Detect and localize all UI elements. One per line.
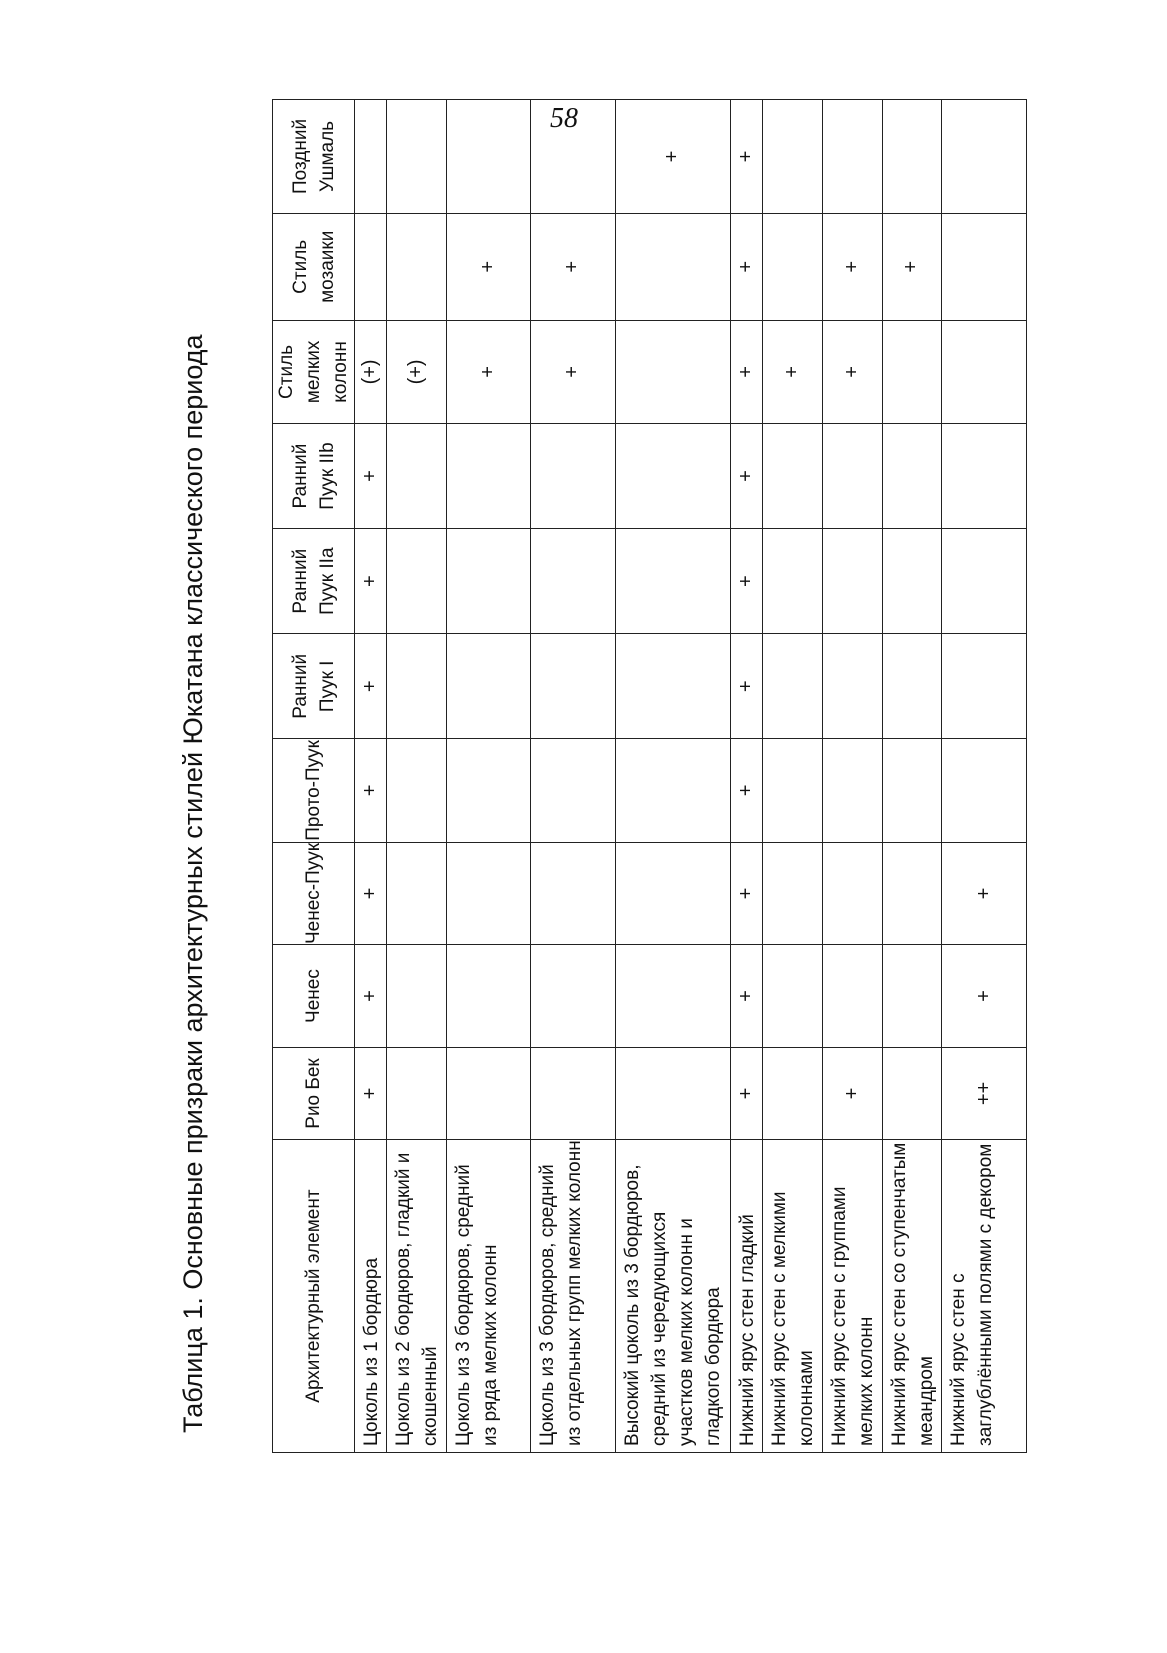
- mark-value: +: [840, 1087, 863, 1100]
- mark-cell: [615, 1047, 730, 1139]
- mark-cell: [942, 213, 1027, 320]
- mark-cell: [882, 100, 942, 214]
- mark-cell: [355, 424, 387, 529]
- mark-cell: [731, 100, 763, 214]
- mark-value: +: [735, 575, 758, 588]
- table-row: [355, 100, 387, 1453]
- element-cell: Нижний ярус стен с мелкими колоннами: [763, 1140, 823, 1453]
- mark-value: +: [476, 260, 499, 273]
- mark-cell: [446, 213, 531, 320]
- table-row: [731, 100, 763, 1453]
- mark-cell: [355, 100, 387, 214]
- mark-cell: [615, 528, 730, 634]
- table-row: [531, 100, 616, 1453]
- mark-cell: [882, 945, 942, 1048]
- mark-cell: [763, 945, 823, 1048]
- mark-cell: [386, 528, 446, 634]
- mark-cell: [531, 634, 616, 739]
- mark-value: (+): [404, 359, 427, 385]
- mark-cell: [615, 739, 730, 843]
- mark-cell: [731, 1047, 763, 1139]
- header-cell: Ранний Пуук IIa: [273, 528, 355, 634]
- mark-cell: [446, 320, 531, 424]
- mark-cell: [615, 945, 730, 1048]
- mark-cell: [446, 842, 531, 945]
- mark-value: ++: [972, 1081, 995, 1106]
- mark-cell: [763, 739, 823, 843]
- mark-value: +: [735, 1087, 758, 1100]
- element-cell: Нижний ярус стен с группами мелких колонн: [822, 1140, 882, 1453]
- element-cell: Цоколь из 3 бордюров, средний из ряда мелких колонн: [446, 1140, 531, 1453]
- mark-cell: [531, 739, 616, 843]
- mark-value: +: [358, 680, 381, 693]
- mark-cell: [882, 528, 942, 634]
- table-row: [386, 100, 446, 1453]
- mark-cell: [615, 634, 730, 739]
- mark-cell: [355, 528, 387, 634]
- mark-value: +: [735, 680, 758, 693]
- mark-cell: [355, 739, 387, 843]
- header-cell: Стиль мелких колонн: [273, 320, 355, 424]
- mark-cell: [446, 528, 531, 634]
- mark-cell: [531, 320, 616, 424]
- mark-value: +: [358, 470, 381, 482]
- mark-value: +: [735, 887, 758, 900]
- page-number: 58: [550, 103, 578, 134]
- element-cell: Нижний ярус стен гладкий: [731, 1140, 763, 1453]
- mark-value: +: [780, 366, 803, 378]
- mark-cell: [446, 424, 531, 529]
- mark-cell: [882, 739, 942, 843]
- mark-value: +: [358, 887, 381, 900]
- mark-cell: [882, 842, 942, 945]
- mark-cell: [763, 528, 823, 634]
- mark-cell: [942, 320, 1027, 424]
- mark-value: +: [900, 260, 923, 273]
- header-cell: Ранний Пуук I: [273, 634, 355, 739]
- mark-cell: [615, 100, 730, 214]
- mark-cell: [822, 842, 882, 945]
- mark-cell: [763, 842, 823, 945]
- header-cell: Ченес-Пуук: [273, 842, 355, 945]
- mark-value: +: [735, 150, 758, 163]
- mark-cell: [822, 424, 882, 529]
- mark-value: +: [972, 887, 995, 900]
- mark-cell: [822, 100, 882, 214]
- element-cell: Нижний ярус стен с заглублёнными полями с декором: [942, 1140, 1027, 1453]
- mark-cell: [822, 213, 882, 320]
- header-cell: Прото-Пуук: [273, 739, 355, 843]
- mark-cell: [731, 739, 763, 843]
- mark-value: +: [840, 260, 863, 273]
- styles-table: [272, 99, 1027, 1453]
- table-row: [763, 100, 823, 1453]
- header-cell: Ранний Пуук IIb: [273, 424, 355, 529]
- mark-cell: [882, 634, 942, 739]
- mark-cell: [386, 213, 446, 320]
- mark-cell: [731, 945, 763, 1048]
- mark-cell: [386, 100, 446, 214]
- mark-cell: [822, 528, 882, 634]
- header-cell: Поздний Ушмаль: [273, 100, 355, 214]
- mark-cell: [615, 320, 730, 424]
- mark-cell: [355, 842, 387, 945]
- mark-cell: [355, 320, 387, 424]
- mark-value: +: [661, 150, 684, 163]
- mark-cell: [731, 424, 763, 529]
- table-row: [822, 100, 882, 1453]
- mark-cell: [446, 739, 531, 843]
- mark-cell: [822, 945, 882, 1048]
- mark-cell: [731, 634, 763, 739]
- header-row: [273, 100, 355, 1453]
- mark-cell: [822, 634, 882, 739]
- mark-cell: [822, 1047, 882, 1139]
- mark-value: +: [735, 366, 758, 378]
- header-cell: Рио Бек: [273, 1047, 355, 1139]
- mark-cell: [942, 634, 1027, 739]
- mark-value: +: [358, 784, 381, 797]
- mark-cell: [531, 528, 616, 634]
- mark-value: +: [358, 990, 381, 1002]
- element-cell: Цоколь из 1 бордюра: [355, 1140, 387, 1453]
- mark-cell: [446, 945, 531, 1048]
- mark-cell: [942, 739, 1027, 843]
- mark-value: +: [358, 1087, 381, 1100]
- mark-cell: [446, 634, 531, 739]
- table-row: [882, 100, 942, 1453]
- mark-cell: [355, 1047, 387, 1139]
- mark-value: +: [735, 470, 758, 482]
- mark-cell: [731, 213, 763, 320]
- mark-cell: [822, 320, 882, 424]
- mark-value: +: [840, 366, 863, 378]
- mark-cell: [386, 634, 446, 739]
- mark-value: +: [561, 260, 584, 273]
- element-cell: Нижний ярус стен со ступенчатым меандром: [882, 1140, 942, 1453]
- header-cell: Ченес: [273, 945, 355, 1048]
- mark-cell: [386, 1047, 446, 1139]
- mark-cell: [531, 213, 616, 320]
- mark-cell: [763, 213, 823, 320]
- mark-cell: [763, 634, 823, 739]
- mark-cell: [942, 1047, 1027, 1139]
- table-caption: Таблица 1. Основные призраки архитектурных стилей Юкатана классического периода: [178, 334, 208, 1433]
- mark-cell: [355, 213, 387, 320]
- mark-cell: [763, 100, 823, 214]
- mark-cell: [531, 1047, 616, 1139]
- table-row: [446, 100, 531, 1453]
- mark-value: +: [358, 575, 381, 588]
- table-row: [615, 100, 730, 1453]
- mark-cell: [386, 739, 446, 843]
- mark-value: +: [561, 366, 584, 378]
- mark-cell: [763, 1047, 823, 1139]
- mark-cell: [882, 424, 942, 529]
- mark-cell: [386, 842, 446, 945]
- mark-cell: [731, 528, 763, 634]
- mark-cell: [386, 424, 446, 529]
- mark-value: +: [735, 784, 758, 797]
- mark-cell: [942, 842, 1027, 945]
- mark-cell: [731, 320, 763, 424]
- header-cell: Архитектурный элемент: [273, 1140, 355, 1453]
- mark-cell: [355, 945, 387, 1048]
- mark-cell: [822, 739, 882, 843]
- mark-cell: [882, 1047, 942, 1139]
- mark-cell: [763, 320, 823, 424]
- mark-cell: [446, 1047, 531, 1139]
- mark-cell: [942, 528, 1027, 634]
- mark-cell: [731, 842, 763, 945]
- mark-cell: [942, 945, 1027, 1048]
- mark-cell: [386, 320, 446, 424]
- mark-cell: [615, 424, 730, 529]
- mark-cell: [446, 100, 531, 214]
- mark-value: +: [735, 260, 758, 273]
- mark-cell: [942, 424, 1027, 529]
- mark-cell: [763, 424, 823, 529]
- mark-cell: [531, 424, 616, 529]
- mark-value: +: [972, 990, 995, 1002]
- mark-cell: [386, 945, 446, 1048]
- element-cell: Высокий цоколь из 3 бордюров, средний из чередующихся участков мелких колонн и гладкого бордюра: [615, 1140, 730, 1453]
- table-row: [942, 100, 1027, 1453]
- mark-cell: [882, 320, 942, 424]
- mark-value: +: [476, 366, 499, 378]
- mark-cell: [615, 842, 730, 945]
- mark-cell: [355, 634, 387, 739]
- mark-cell: [615, 213, 730, 320]
- mark-cell: [531, 945, 616, 1048]
- mark-cell: [882, 213, 942, 320]
- header-cell: Стиль мозаики: [273, 213, 355, 320]
- element-cell: Цоколь из 2 бордюров, гладкий и скошенный: [386, 1140, 446, 1453]
- mark-value: (+): [358, 359, 381, 385]
- element-cell: Цоколь из 3 бордюров, средний из отдельных групп мелких колонн: [531, 1140, 616, 1453]
- mark-cell: [531, 842, 616, 945]
- mark-value: +: [735, 990, 758, 1002]
- mark-cell: [942, 100, 1027, 214]
